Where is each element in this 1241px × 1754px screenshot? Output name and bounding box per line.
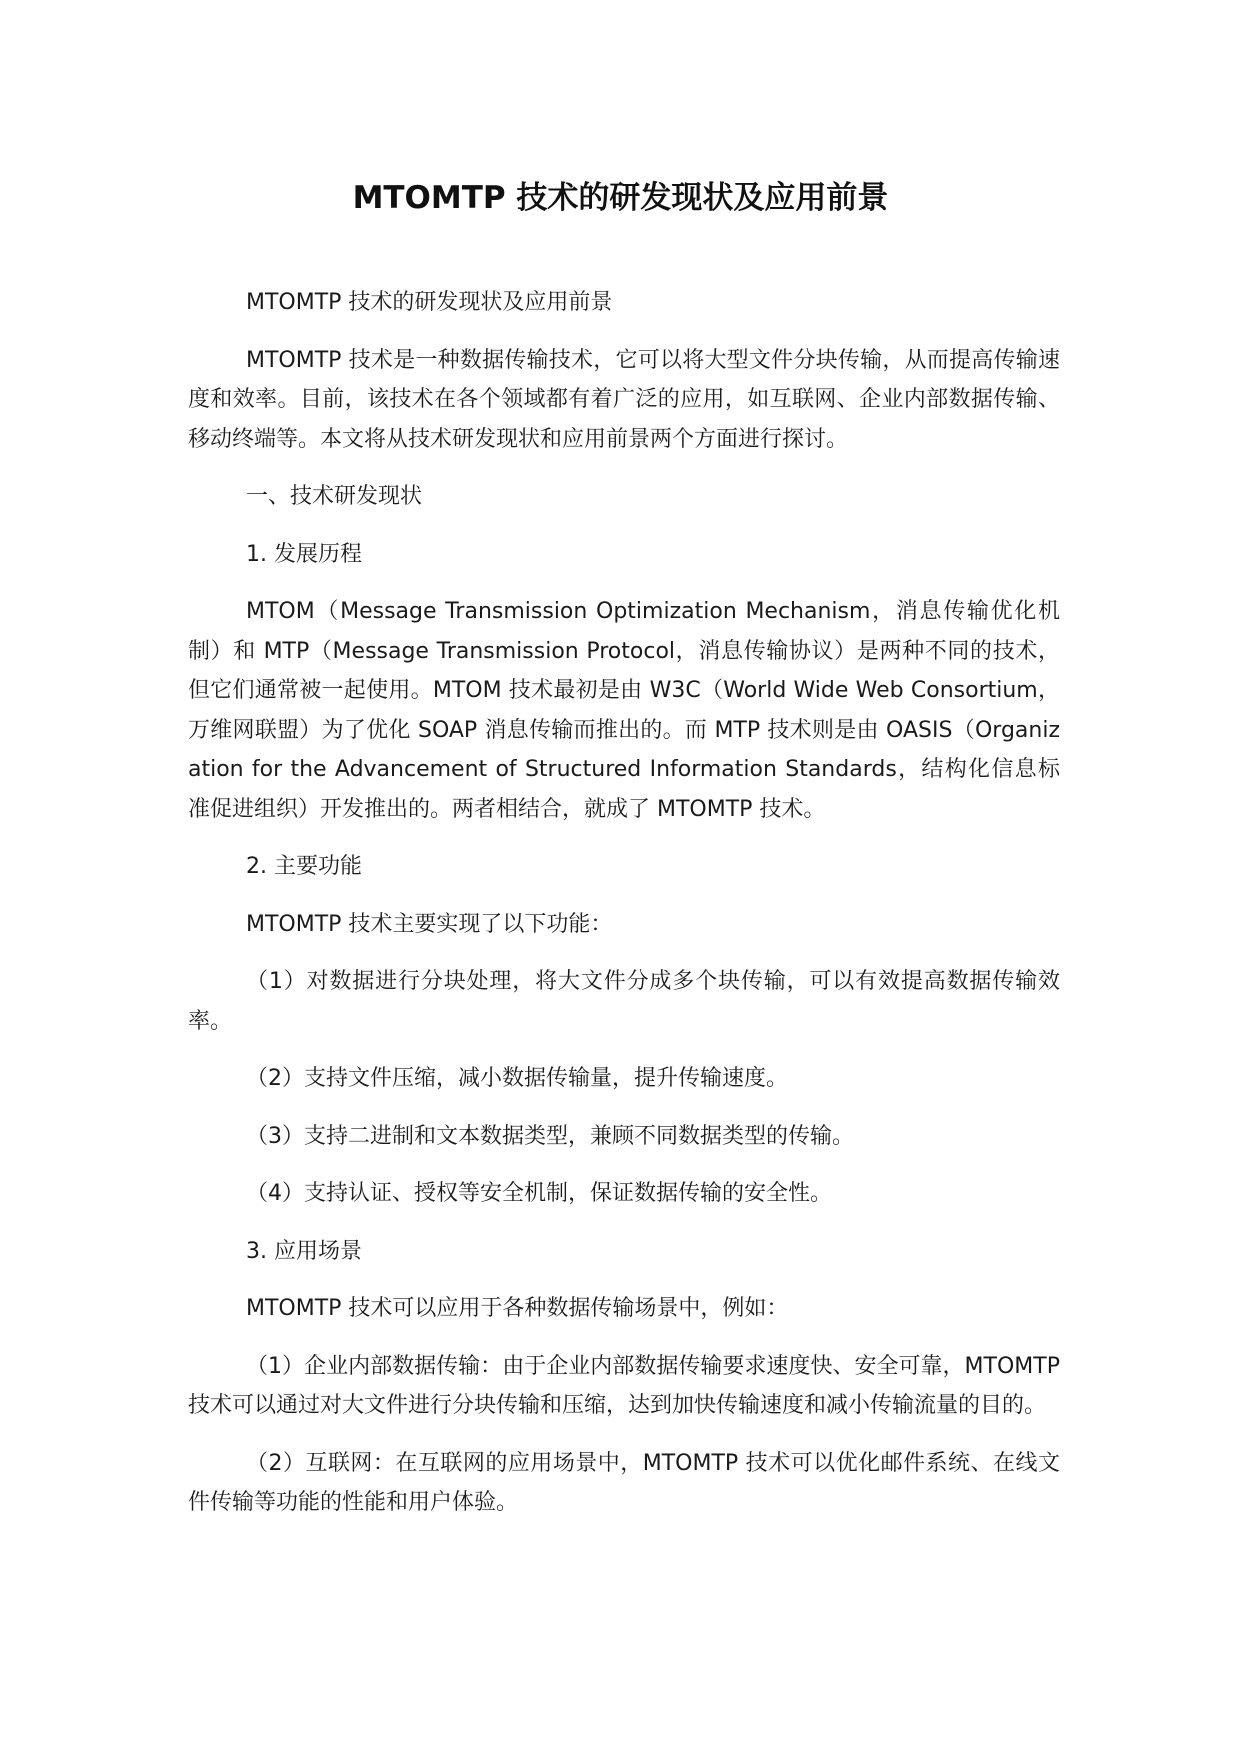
section-heading-research-status: 一、技术研发现状 (246, 484, 423, 509)
list-item-scenario-2: （2）互联网：在互联网的应用场景中，MTOMTP 技术可以优化邮件系统、在线文件传输等功能的性能和用户体验。 (188, 1450, 1060, 1515)
paragraph-functions-intro: MTOMTP 技术主要实现了以下功能： (246, 911, 613, 937)
subheading-main-functions: 2. 主要功能 (246, 854, 362, 879)
list-item-function-2: （2）支持文件压缩，减小数据传输量，提升传输速度。 (246, 1066, 788, 1091)
paragraph-intro: MTOMTP 技术是一种数据传输技术，它可以将大型文件分块传输，从而提高传输速度和效率。目前，该技术在各个领域都有着广泛的应用，如互联网、企业内部数据传输、移动终端等。本文将从技术研发现状和应用前景两个方面进行探讨。 (188, 347, 1060, 452)
paragraph-history: MTOM（Message Transmission Optimization Mechanism，消息传输优化机制）和 MTP（Message Transmission Protocol，消息传输协议）是两种不同的技术，但它们通常被一起使用。MTOM 技术最初是由 W3C（World Wide Web Consortium，万维网联盟）为了优化 SOAP 消息传输而推出的。而 MTP 技术则是由 OASIS（Organization for the Advancement of Structured Information Standards，结构化信息标准促进组织）开发推出的。两者相结合，就成了 MTOMTP 技术。 (188, 599, 1060, 822)
list-item-function-3: （3）支持二进制和文本数据类型，兼顾不同数据类型的传输。 (246, 1123, 854, 1149)
subheading-application-scenarios: 3. 应用场景 (246, 1238, 362, 1264)
subheading-development-history: 1. 发展历程 (246, 541, 362, 567)
paragraph-scenarios-intro: MTOMTP 技术可以应用于各种数据传输场景中，例如： (246, 1296, 789, 1321)
document-body (188, 283, 1060, 1541)
document-title: MTOMTP 技术的研发现状及应用前景 (352, 180, 889, 216)
list-item-function-4: （4）支持认证、授权等安全机制，保证数据传输的安全性。 (246, 1181, 832, 1206)
paragraph-subtitle: MTOMTP 技术的研发现状及应用前景 (246, 290, 613, 315)
list-item-scenario-1: （1）企业内部数据传输：由于企业内部数据传输要求速度快、安全可靠，MTOMTP 技术可以通过对大文件进行分块传输和压缩，达到加快传输速度和减小传输流量的目的。 (188, 1353, 1060, 1418)
list-item-function-1: （1）对数据进行分块处理，将大文件分成多个块传输，可以有效提高数据传输效率。 (188, 969, 1060, 1034)
